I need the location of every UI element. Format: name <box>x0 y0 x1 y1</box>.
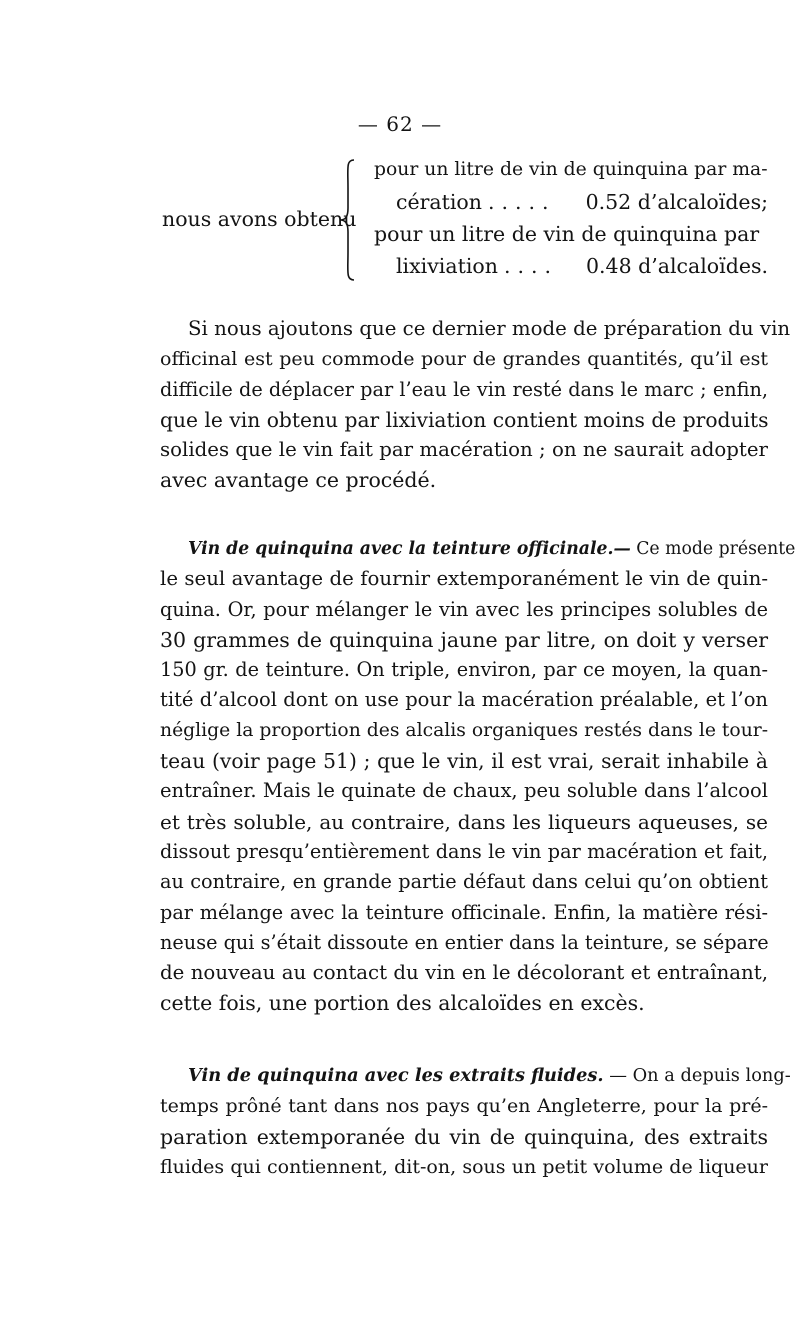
text-line: tité d’alcool dont on use pour la macération préalable, et l’on <box>160 688 768 712</box>
bracket-value: 0.48 d’alcaloïdes. <box>585 254 768 278</box>
bracket-text: pour un litre de vin de quinquina par ma- <box>374 159 768 180</box>
text-line: 30 grammes de quinquina jaune par litre, on doit y verser <box>160 627 768 652</box>
text-line: néglige la proportion des alcalis organiques restés dans le tour- <box>160 719 769 741</box>
text-line <box>160 1061 791 1091</box>
bracket-lines <box>374 154 768 282</box>
text-line: dissout presqu’entièrement dans le vin par macération et fait, <box>160 839 768 863</box>
text-line: solides que le vin fait par macération ; on ne saurait adopter <box>160 438 768 462</box>
paragraph-extraits-fluides <box>160 1061 791 1182</box>
bracket-text: lixiviation <box>396 254 498 278</box>
paragraph-teinture-officinale <box>160 534 796 1019</box>
text-line: fluides qui contiennent, dit-on, sous un petit volume de liqueur <box>160 1155 768 1178</box>
bracket-line <box>374 218 768 250</box>
text-line: paration extemporanée du vin de quinquina, des extraits <box>160 1124 768 1149</box>
results-bracket-block <box>160 154 768 286</box>
text-line: entraîner. Mais le quinate de chaux, peu soluble dans l’alcool <box>160 779 768 803</box>
text-run: — On a depuis long- <box>609 1066 791 1086</box>
bracket-text: pour un litre de vin de quinquina par <box>374 222 760 246</box>
text-line: difficile de déplacer par l’eau le vin resté dans le marc ; enfin, <box>160 377 768 401</box>
text-line: avec avantage ce procédé. <box>160 468 437 493</box>
text-line: officinal est peu commode pour de grandes quantités, qu’il est <box>160 348 768 371</box>
text-line: le seul avantage de fournir extemporanément le vin de quin- <box>160 567 768 591</box>
paragraph-lixiviation <box>160 314 791 496</box>
text-line: de nouveau au contact du vin en le décolorant et entraînant, <box>160 961 768 985</box>
text-line: 150 gr. de teinture. On triple, environ, par ce moyen, la quan- <box>160 658 768 682</box>
section-heading: Vin de quinquina avec la teinture officinale.— <box>188 539 631 559</box>
bracket-label: nous avons obtenu <box>162 207 357 231</box>
section-heading: Vin de quinquina avec les extraits fluides. <box>188 1065 604 1086</box>
page-number: — 62 — <box>357 112 443 136</box>
text-line: au contraire, en grande partie défaut dans celui qu’on obtient <box>160 870 768 894</box>
bracket-line <box>374 186 768 218</box>
text-line: cette fois, une portion des alcaloïdes en excès. <box>160 991 645 1016</box>
text-line <box>160 534 796 564</box>
text-line: que le vin obtenu par lixiviation contient moins de produits <box>160 407 769 432</box>
text-line: teau (voir page 51) ; que le vin, il est vrai, serait inhabile à <box>160 749 768 774</box>
bracket-line <box>374 250 768 282</box>
leader-dots: ..... <box>487 190 556 214</box>
leader-dots: .... <box>503 254 559 278</box>
text-run: Ce mode présente <box>636 539 796 559</box>
text-line: Si nous ajoutons que ce dernier mode de préparation du vin <box>188 317 791 340</box>
text-line: temps prôné tant dans nos pays qu’en Angleterre, pour la pré- <box>160 1095 768 1118</box>
text-line: par mélange avec la teinture officinale. Enfin, la matière rési- <box>160 900 768 924</box>
text-line: et très soluble, au contraire, dans les liqueurs aqueuses, se <box>160 809 768 834</box>
bracket-value: 0.52 d’alcaloïdes; <box>585 190 768 214</box>
curly-brace-icon <box>338 158 358 282</box>
text-line: quina. Or, pour mélanger le vin avec les principes solubles de <box>160 597 768 621</box>
text-line: neuse qui s’était dissoute en entier dans la teinture, se sépare <box>160 930 769 954</box>
bracket-text: cération <box>396 190 482 214</box>
bracket-line <box>374 154 768 186</box>
